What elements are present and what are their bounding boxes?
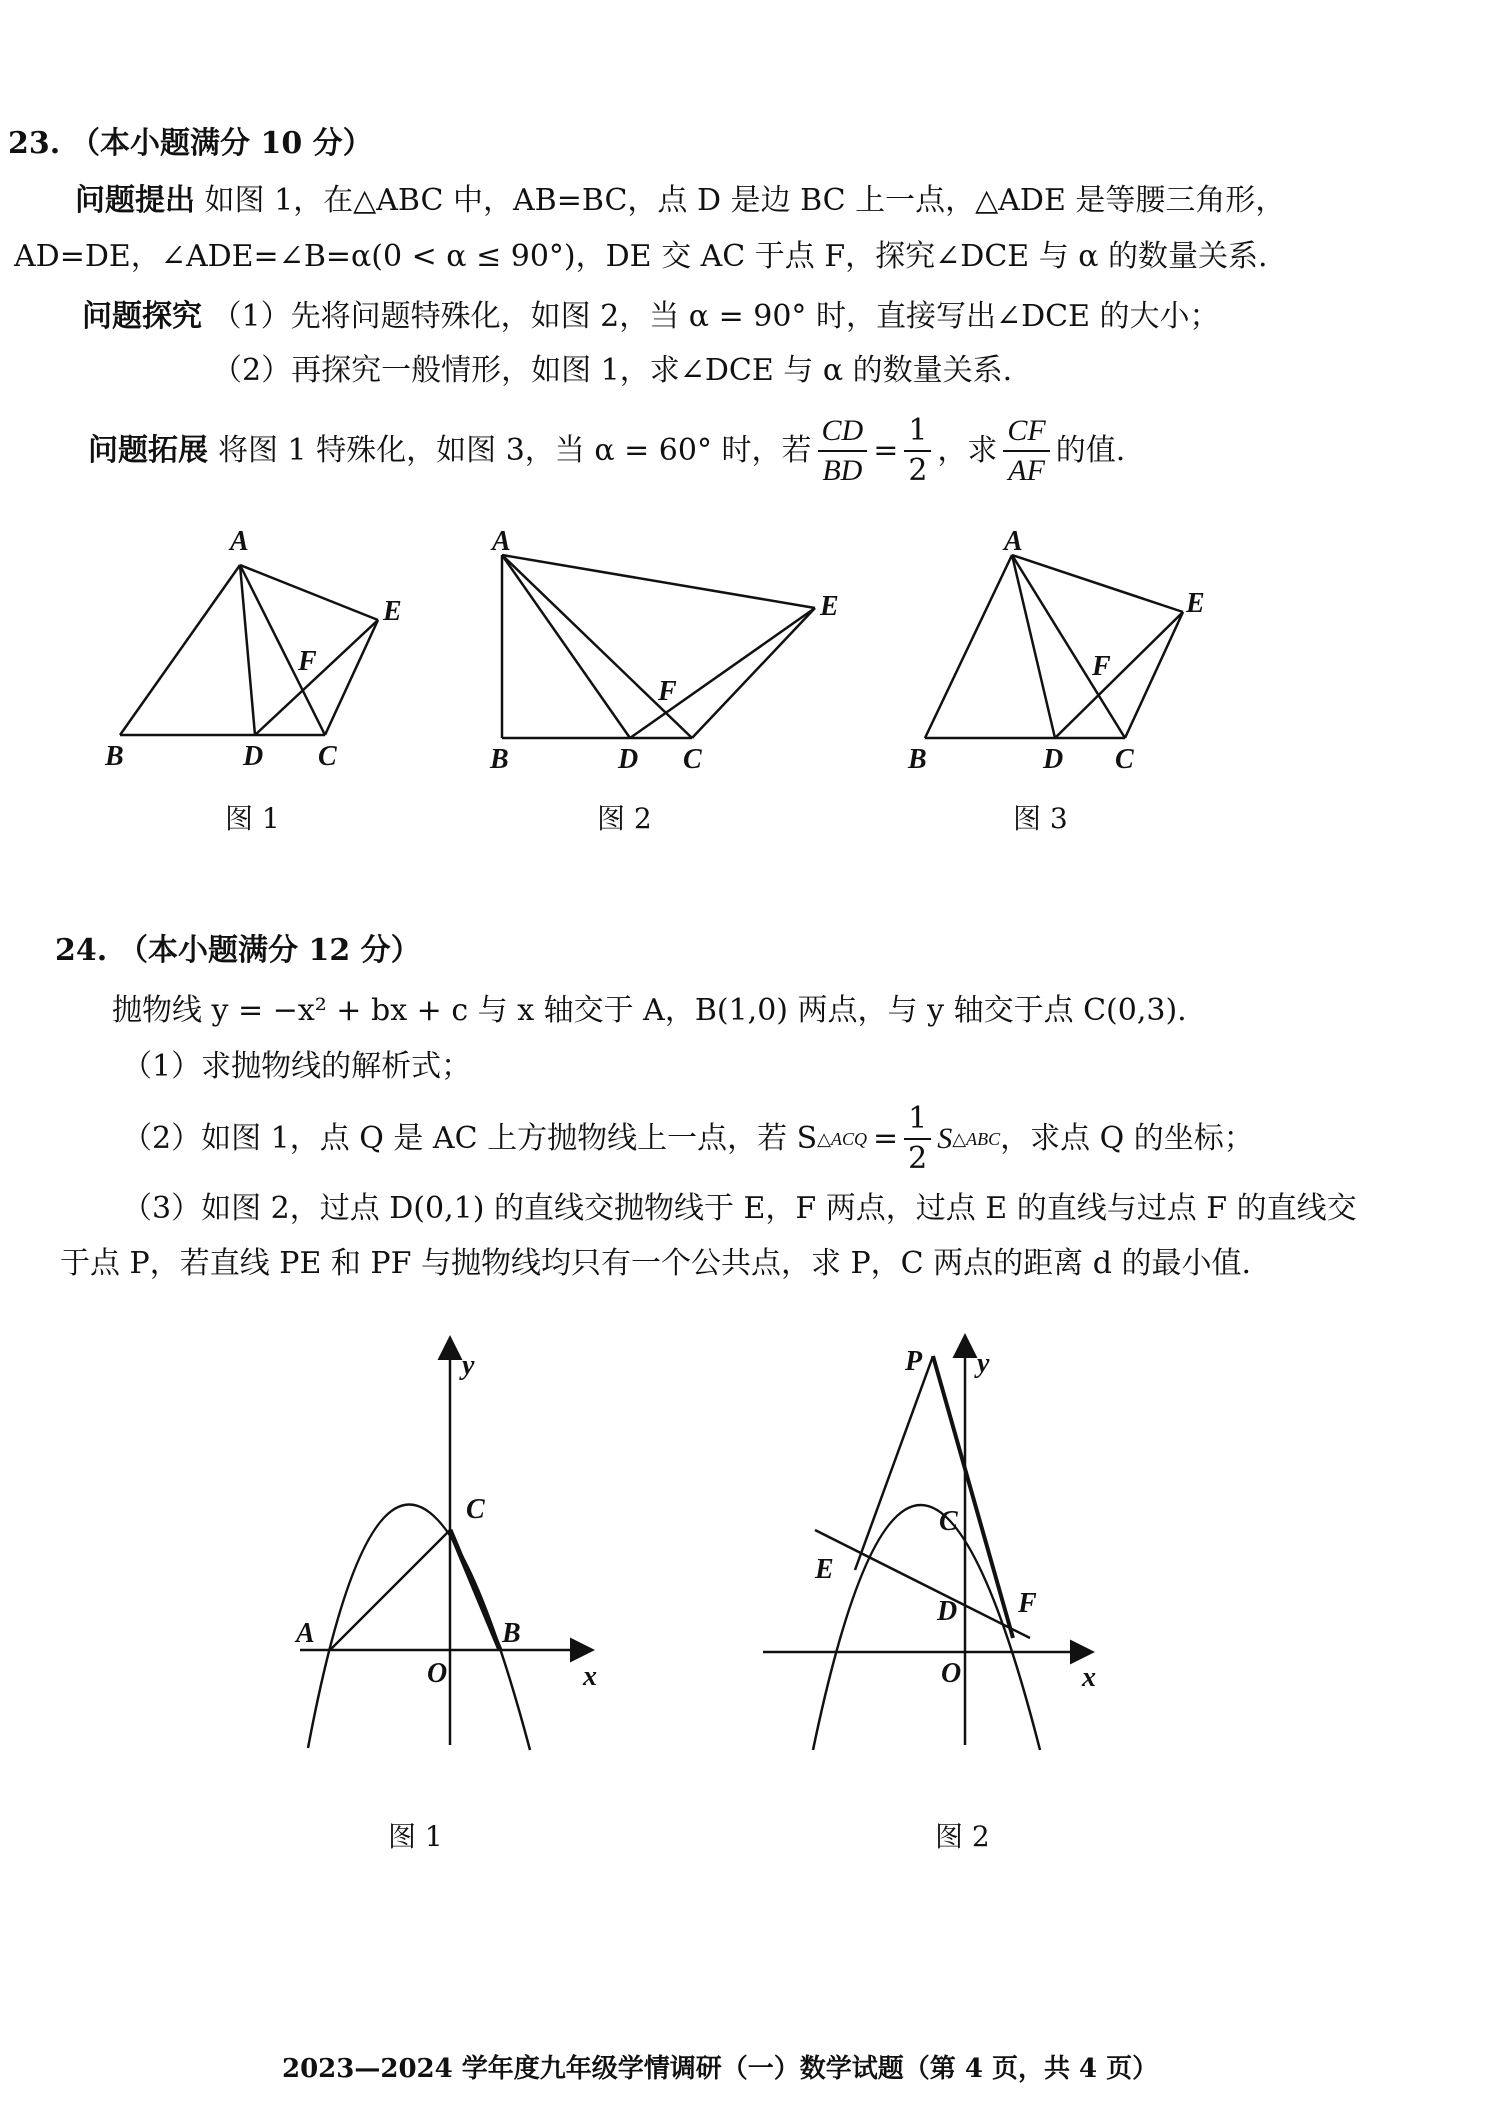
q23-caption-2: 图 2 [597,802,652,835]
point-c-label: C [318,741,337,770]
point-d-label: D [1043,744,1064,770]
q23-label-extend: 问题拓展 [88,433,208,468]
fraction-denominator: 2 [908,453,928,488]
q23-figure-1 [100,520,440,770]
fraction-numerator: CF [1003,412,1049,452]
point-a-label: A [492,526,511,557]
point-b-label: B [908,744,927,770]
point-a-label: A [296,1618,315,1649]
q23-caption-1: 图 1 [225,802,280,835]
q24-area-s: S [937,1122,953,1155]
arc-cb-thick [450,1530,500,1650]
q23-label-raise: 问题提出 [75,183,195,218]
q23-explore2: （2）再探究一般情形，如图 1，求∠DCE 与 α 的数量关系. [212,353,1013,388]
point-b-label: B [105,741,124,770]
q23-caption-3: 图 3 [1013,802,1068,835]
segment-de [630,608,815,738]
q23-fraction-half [904,412,931,490]
point-b-label: B [502,1618,521,1649]
fraction-numerator: 1 [904,1100,931,1140]
page-footer: 2023—2024 学年度九年级学情调研（一）数学试题（第 4 页，共 4 页） [282,2054,1159,2084]
q23-label-explore: 问题探究 [82,299,202,334]
tangent-pe [855,1356,933,1570]
q23-figure-2 [480,520,860,770]
segment-ad [502,555,630,738]
segment-de [1055,612,1183,738]
q24-part2-equals: = [873,1121,899,1156]
point-a-label: A [230,526,249,557]
point-e-label: E [1186,588,1205,619]
q24-part3-line1: （3）如图 2，过点 D(0,1) 的直线交抛物线于 E，F 两点，过点 E 的直线与过点 F 的直线交 [122,1191,1357,1226]
point-c-label: C [683,744,702,770]
q24-area-subscript-acq: △ACQ [817,1129,867,1149]
segment-ab [925,555,1012,738]
q23-extend-mid: ，求 [937,433,998,468]
y-axis-label: y [462,1350,475,1381]
q23-raise-line [75,182,1285,220]
point-d-label: D [937,1596,958,1627]
x-axis-label: x [583,1661,597,1692]
point-d-label: D [618,744,639,770]
q24-figure-2 [755,1320,1135,1760]
q23-explore-line [82,298,1220,336]
q23-number: 23. [8,126,61,161]
fraction-denominator: 2 [908,1141,928,1176]
q24-caption-1: 图 1 [388,1820,443,1853]
q23-line2: AD=DE，∠ADE=∠B=α(0 < α ≤ 90°)，DE 交 AC 于点 F，探究∠DCE 与 α 的数量关系. [14,239,1268,274]
point-e-label: E [820,591,839,622]
segment-ce [692,608,815,738]
parabola [308,1504,530,1750]
point-f-label: F [658,676,677,707]
point-f-label: F [1092,651,1111,682]
q23-explore1: （1）先将问题特殊化，如图 2，当 α = 90° 时，直接写出∠DCE 的大小； [211,299,1220,334]
x-axis-label: x [1082,1662,1096,1693]
fraction-numerator: 1 [904,412,931,452]
point-c-label: C [1115,744,1134,770]
point-f-label: F [298,646,317,677]
q24-area-subscript-abc: △ABC [952,1129,1001,1149]
q24-part3-line2: 于点 P，若直线 PE 和 PF 与抛物线均只有一个公共点，求 P，C 两点的距离 d 的最小值. [60,1246,1251,1281]
fraction-numerator: CD [818,412,868,452]
q23-extend-pre: 将图 1 特殊化，如图 3，当 α = 60° 时，若 [218,433,812,468]
point-e-label: E [815,1554,834,1585]
point-d-label: D [243,741,264,770]
q24-part2-line [122,1100,1254,1178]
q23-score: （本小题满分 10 分） [70,126,373,161]
q24-intro: 抛物线 y = −x² + bx + c 与 x 轴交于 A，B(1,0) 两点，与 y 轴交于点 C(0,3). [112,993,1187,1028]
q23-extend-post: 的值. [1055,433,1126,468]
y-axis-label: y [977,1348,990,1379]
point-c-label: C [466,1494,485,1525]
segment-ac [1012,555,1125,738]
segment-ae [1012,555,1183,612]
segment-ae [240,565,378,620]
point-e-label: E [383,596,402,627]
segment-ad [1012,555,1055,738]
q24-figure-1 [290,1320,620,1760]
q24-score: （本小题满分 12 分） [118,933,421,968]
q23-equals: = [873,433,899,468]
point-c-label: C [939,1506,958,1537]
point-p-label: P [905,1346,923,1377]
q24-number: 24. [55,933,108,968]
q24-fraction-half [904,1100,931,1178]
origin-label: O [427,1658,448,1689]
q23-fraction-cf-af [1003,412,1049,490]
point-a-label: A [1004,526,1023,557]
q23-line1: 如图 1，在△ABC 中，AB=BC，点 D 是边 BC 上一点，△ADE 是等腰三角形， [204,183,1286,218]
origin-label: O [941,1658,962,1689]
point-b-label: B [490,744,509,770]
parabola [813,1505,1040,1750]
q23-extend-line [88,412,1125,490]
q24-part1: （1）求抛物线的解析式； [122,1049,472,1084]
q24-part2-post: ，求点 Q 的坐标； [1000,1121,1254,1156]
segment-ab [120,565,240,735]
q23-fraction-cd-bd [818,412,868,490]
point-f-label: F [1018,1588,1037,1619]
q24-caption-2: 图 2 [935,1820,990,1853]
fraction-denominator: AF [1008,454,1045,487]
q23-figure-3 [900,520,1230,770]
fraction-denominator: BD [822,454,863,487]
q24-part2-pre: （2）如图 1，点 Q 是 AC 上方抛物线上一点，若 S [122,1121,818,1156]
segment-ce [1125,612,1183,738]
segment-ce [325,620,378,735]
